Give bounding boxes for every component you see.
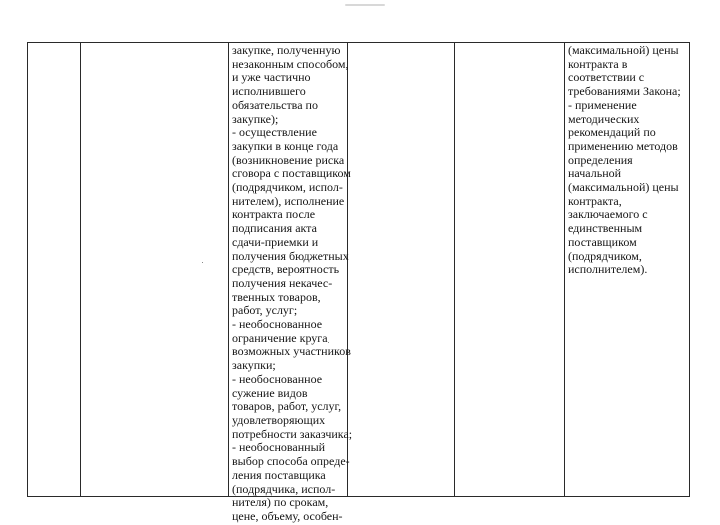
table-right-border	[689, 42, 690, 497]
measure-text-line: заключаемого с	[568, 207, 648, 222]
risk-text-line: закупке, полученную	[232, 43, 341, 57]
risk-text-line: получения бюджетных	[232, 248, 349, 263]
measure-text-line: исполнителем).	[568, 262, 648, 277]
column-divider-2	[228, 42, 229, 497]
risk-text-line: подписания акта	[232, 221, 317, 236]
risk-text-line: нителя) по срокам,	[232, 495, 329, 510]
risk-text-line: - необоснованное	[232, 317, 323, 332]
risk-text-line: сговора с поставщиком	[232, 166, 351, 181]
measure-text-line: контракта,	[568, 193, 622, 208]
risk-text-line: получения некачес-	[232, 275, 333, 290]
risk-text-line: выбор способа опреде-	[232, 454, 350, 469]
risk-text-line: сужение видов	[232, 385, 308, 400]
risk-text-line: твенных товаров,	[232, 289, 321, 304]
risk-text-line: - необоснованный	[232, 440, 326, 455]
risk-text-line: цене, объему, особен-	[232, 508, 343, 523]
risk-text-line: закупки;	[232, 358, 276, 373]
risk-text-line: незаконным способом,	[232, 56, 349, 71]
measure-text-line: контракта в	[568, 56, 628, 71]
measure-text-line: начальной	[568, 166, 622, 181]
column-divider-4	[454, 42, 455, 497]
table-bottom-border	[27, 496, 690, 497]
risk-text-line: (подрядчика, испол-	[232, 481, 336, 496]
risk-text-line: контракта после	[232, 207, 316, 222]
measure-text-line: (подрядчиком,	[568, 248, 642, 263]
risk-text-line: закупки в конце года	[232, 138, 339, 153]
measure-text-line: - применение	[568, 97, 637, 112]
scan-speck	[202, 262, 203, 263]
table-left-border	[27, 42, 28, 497]
measure-text-line: (максимальной) цены	[568, 180, 679, 195]
risk-text-line: (подрядчиком, испол-	[232, 180, 343, 195]
risk-text-line: и уже частично	[232, 70, 311, 85]
risk-text-line: потребности заказчика;	[232, 426, 353, 441]
measure-text-line: методических	[568, 111, 640, 126]
risk-text-line: товаров, работ, услуг,	[232, 399, 342, 414]
column-divider-1	[80, 42, 81, 497]
scan-speck	[328, 342, 329, 343]
risk-text-line: работ, услуг;	[232, 303, 298, 318]
risk-description-cell	[232, 44, 352, 524]
risk-text-line: - необоснованное	[232, 371, 323, 386]
mitigation-measures-cell	[568, 44, 681, 277]
risk-text-line: нителем), исполнение	[232, 193, 345, 208]
column-divider-5	[564, 42, 565, 497]
risk-text-line: сдачи-приемки и	[232, 234, 319, 249]
measure-text-line: рекомендаций по	[568, 125, 656, 140]
risk-text-line: закупке);	[232, 111, 279, 126]
risk-text-line: средств, вероятность	[232, 262, 340, 277]
risk-text-line: (возникновение риска	[232, 152, 345, 167]
risk-text-line: удовлетворяющих	[232, 412, 326, 427]
risk-text-line: исполнившего	[232, 84, 306, 99]
measure-text-line: требованиями Закона;	[568, 84, 681, 99]
risk-text-line: возможных участников	[232, 344, 351, 359]
measure-text-line: поставщиком	[568, 234, 637, 249]
measure-text-line: применению методов	[568, 138, 678, 153]
risk-text-line: ограничение круга	[232, 330, 328, 345]
measure-text-line: определения	[568, 152, 633, 167]
measure-text-line: (максимальной) цены	[568, 43, 679, 57]
measure-text-line: единственным	[568, 221, 643, 236]
risk-text-line: ления поставщика	[232, 467, 326, 482]
risk-text-line: обязательства по	[232, 97, 318, 112]
risk-text-line: - осуществление	[232, 125, 317, 140]
measure-text-line: соответствии с	[568, 70, 645, 85]
